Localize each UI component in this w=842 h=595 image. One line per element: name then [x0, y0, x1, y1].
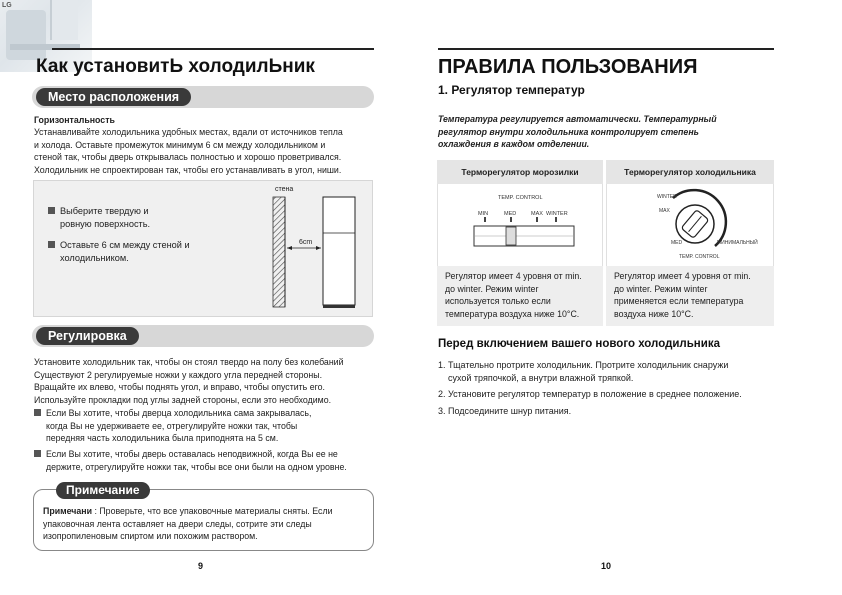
- gap-label: 6cm: [299, 239, 313, 246]
- regulator-subtitle: 1. Регулятор температур: [438, 83, 585, 97]
- location-illustration-box: [33, 180, 373, 317]
- regulator-intro: Температура регулируется автоматически. Температурный регулятор внутри холодильника контролирует степень охлаждения в каждом отделении.: [438, 114, 717, 150]
- svg-text:МИНИМАЛЬНЫЙ: МИНИМАЛЬНЫЙ: [717, 240, 758, 246]
- freezer-thermostat-desc: Регулятор имеет 4 уровня от min. до winter. Режим winter используется только если температура воздуха ниже 10°С.: [437, 266, 603, 326]
- bullet-gap: Оставьте 6 см между стеной и холодильником.: [48, 239, 190, 264]
- wall-hatch: [273, 197, 285, 307]
- location-section-label: Место расположения: [36, 88, 191, 106]
- step-2: 2. Установите регулятор температур в положение в среднее положение.: [438, 389, 742, 400]
- freezer-thermostat-header: Терморегулятор морозилки: [437, 160, 603, 184]
- before-use-steps: 1. Тщательно протрите холодильник. Протрите холодильник снаружи сухой тряпочкой, а внутри влажной тряпкой. 2. Установите регулятор температур в положение в среднее положение. 3. Подсоедините шнур питания.: [438, 359, 778, 417]
- fridge-thermostat-panel: [606, 184, 774, 266]
- fridge-outline: [323, 197, 355, 305]
- right-page-title: ПРАВИЛА ПОЛЬЗОВАНИЯ: [438, 56, 698, 78]
- svg-text:TEMP. CONTROL: TEMP. CONTROL: [679, 254, 720, 260]
- fridge-thermostat-header: Терморегулятор холодильника: [606, 160, 774, 184]
- bullet-surface: Выберите твердую и ровную поверхность.: [48, 205, 150, 230]
- fridge-thermostat-desc: Регулятор имеет 4 уровня от min. до winter. Режим winter применяется если температура воздуха ниже 10°С.: [606, 266, 774, 326]
- note-text: Примечани : Проверьте, что все упаковочные материалы сняты. Если упаковочная лента оставляет на двери следы, сотрите эти следы изопропиленовым спиртом или похожим раствором.: [43, 506, 333, 542]
- right-title-rule: [438, 48, 774, 50]
- adjust-bullet-self-close: Если Вы хотите, чтобы дверца холодильника сама закрывалась, когда Вы не удерживаете ее, отрегулируйте ножки так, чтобы передняя часть холодильника была приподнята на 5 см.: [34, 407, 374, 445]
- step-1: 1. Тщательно протрите холодильник. Протрите холодильник снаружи: [438, 360, 729, 370]
- adjust-bullet-level: Если Вы хотите, чтобы дверь оставалась неподвижной, когда Вы ее не держите, отрегулируйте ножки так, чтобы все они были на одном уровне.: [34, 448, 374, 473]
- left-page-title: Как установитЬ холодилЬник: [36, 56, 315, 77]
- right-page-number: 10: [601, 561, 612, 571]
- svg-text:MED: MED: [504, 211, 517, 217]
- location-subheading: Горизонтальность: [34, 115, 115, 125]
- brand-logo: LG: [2, 2, 12, 9]
- svg-text:WINTER: WINTER: [657, 194, 677, 200]
- freezer-slider-illustration: [438, 184, 604, 266]
- svg-text:MED: MED: [671, 240, 683, 246]
- svg-text:TEMP. CONTROL: TEMP. CONTROL: [498, 195, 543, 201]
- step-3: 3. Подсоедините шнур питания.: [438, 405, 572, 416]
- svg-text:MIN: MIN: [478, 211, 489, 217]
- svg-text:MAX: MAX: [531, 211, 543, 217]
- fridge-dial-illustration: [607, 184, 775, 266]
- freezer-thermostat-panel: [437, 184, 603, 266]
- svg-text:WINTER: WINTER: [546, 211, 568, 217]
- note-label: Примечание: [56, 482, 150, 499]
- fridge-placement-diagram: [229, 181, 369, 317]
- before-use-heading: Перед включением вашего нового холодильника: [438, 338, 720, 350]
- freezer-slider-knob: [506, 227, 516, 245]
- location-text: Устанавливайте холодильника удобных местах, вдали от источников тепла и холода. Оставьте промежуток минимум 6 см между холодильником и стеной так, чтобы дверь открывалась полностью и хорошо проветривался. Холодильник не спроектирован так, чтобы его устанавливать в угол, ниши.: [34, 127, 343, 175]
- wall-label: стена: [275, 186, 294, 193]
- svg-text:MAX: MAX: [659, 208, 670, 214]
- adjust-text: Установите холодильник так, чтобы он стоял твердо на полу без колебаний Существуют 2 регулируемые ножки у каждого угла передней стороны. Вращайте их влево, чтобы поднять угол, и вправо, чтобы опустить его. Используйте прокладки под углы задней стороны, если это необходимо.: [34, 357, 344, 405]
- left-title-rule: [52, 48, 374, 50]
- left-page-number: 9: [198, 561, 204, 571]
- adjust-section-label: Регулировка: [36, 327, 139, 345]
